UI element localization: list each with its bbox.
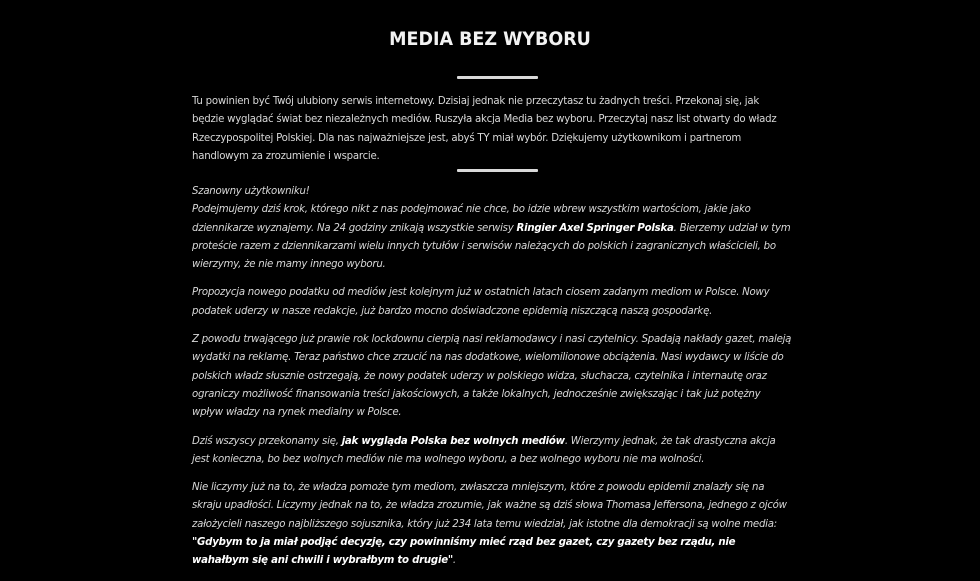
letter-paragraph-4 xyxy=(192,433,792,470)
open-letter xyxy=(192,183,792,581)
intro-divider xyxy=(457,169,538,172)
jefferson-quote: "Gdybym to ja miał podjąć decyzję, czy powinniśmy mieć rząd bez gazet, czy gazety bez rządu, nie wahałbym się ani chwili i wybrałbym to drugie" xyxy=(192,537,736,567)
letter-paragraph-3: Z powodu trwającego już prawie rok lockdownu cierpią nasi reklamodawcy i nasi czytelnicy. Spadają nakłady gazet, maleją wydatki na reklamę. Teraz państwo chce zrzucić na nas dodatkowe, wielomilionowe obciążenia. Nasi wydawcy w liście do polskich władz słusznie ostrzegają, że nowy podatek uderzy w polskiego widza, słuchacza, czytelnika i internautę oraz ograniczy możliwość finansowania treści jakościowych, a także lokalnych, jednocześnie zwiększając i tak już potężny wpływ władzy na rynek medialny w Polsce. xyxy=(192,334,792,419)
p1-text-after: . Bierzemy udział w tym proteście razem z dziennikarzami wielu innych tytułów i serwisów należących do polskich i zagranicznych właścicieli, bo wierzymy, że nie mamy innego wyboru. xyxy=(192,222,791,271)
letter-paragraph-1 xyxy=(192,183,792,274)
p1-text-before: Podejmujemy dziś krok, którego nikt z nas podejmować nie chce, bo idzie wbrew wszystkim wartościom, jakie jako dziennikarze wyznajemy. Na 24 godziny znikają wszystkie serwisy xyxy=(192,204,751,234)
p4-bold: jak wygląda Polska bez wolnych mediów xyxy=(341,435,565,447)
letter-paragraph-5 xyxy=(192,479,792,570)
p5-text-after: . xyxy=(452,555,456,567)
p5-text-before: Nie liczymy już na to, że władza pomoże tym mediom, zwłaszcza mniejszym, które z powodu epidemii znalazły się na skraju upadłości. Liczymy jednak na to, że władza zrozumie, jak ważne są dziś słowa Thomasa Jeffersona, jednego z ojców założycieli naszego najbliższego sojusznika, który już 234 lata temu wiedział, jak istotne dla demokracji są wolne media: xyxy=(192,482,787,530)
page-title: MEDIA BEZ WYBORU xyxy=(389,28,591,50)
intro-text: Tu powinien być Twój ulubiony serwis internetowy. Dzisiaj jednak nie przeczytasz tu żadnych treści. Przekonaj się, jak będzie wyglądać świat bez niezależnych mediów. Ruszyła akcja Media bez wyboru. Przeczytaj nasz list otwarty do władz Rzeczypospolitej Polskiej. Dla nas najważniejsze jest, abyś TY miał wybór. Dziękujemy użytkownikom i partnerom handlowym za zrozumienie i wsparcie. xyxy=(192,96,777,162)
p4-text-before: Dziś wszyscy przekonamy się, xyxy=(192,435,342,447)
p4-text-after: . Wierzymy jednak, że tak drastyczna akcja jest konieczna, bo bez wolnych mediów nie ma wolnego wyboru, a bez wolnego wyboru nie ma wolności. xyxy=(192,435,776,465)
letter-greeting: Szanowny użytkowniku! xyxy=(192,186,310,197)
letter-paragraph-2: Propozycja nowego podatku od mediów jest kolejnym już w ostatnich latach ciosem zadanym mediom w Polsce. Nowy podatek uderzy w nasze redakcje, już bardzo mocno doświadczone epidemią niszczącą naszą gospodarkę. xyxy=(192,287,770,317)
p1-bold: Ringier Axel Springer Polska xyxy=(516,222,674,234)
title-divider xyxy=(457,76,538,79)
